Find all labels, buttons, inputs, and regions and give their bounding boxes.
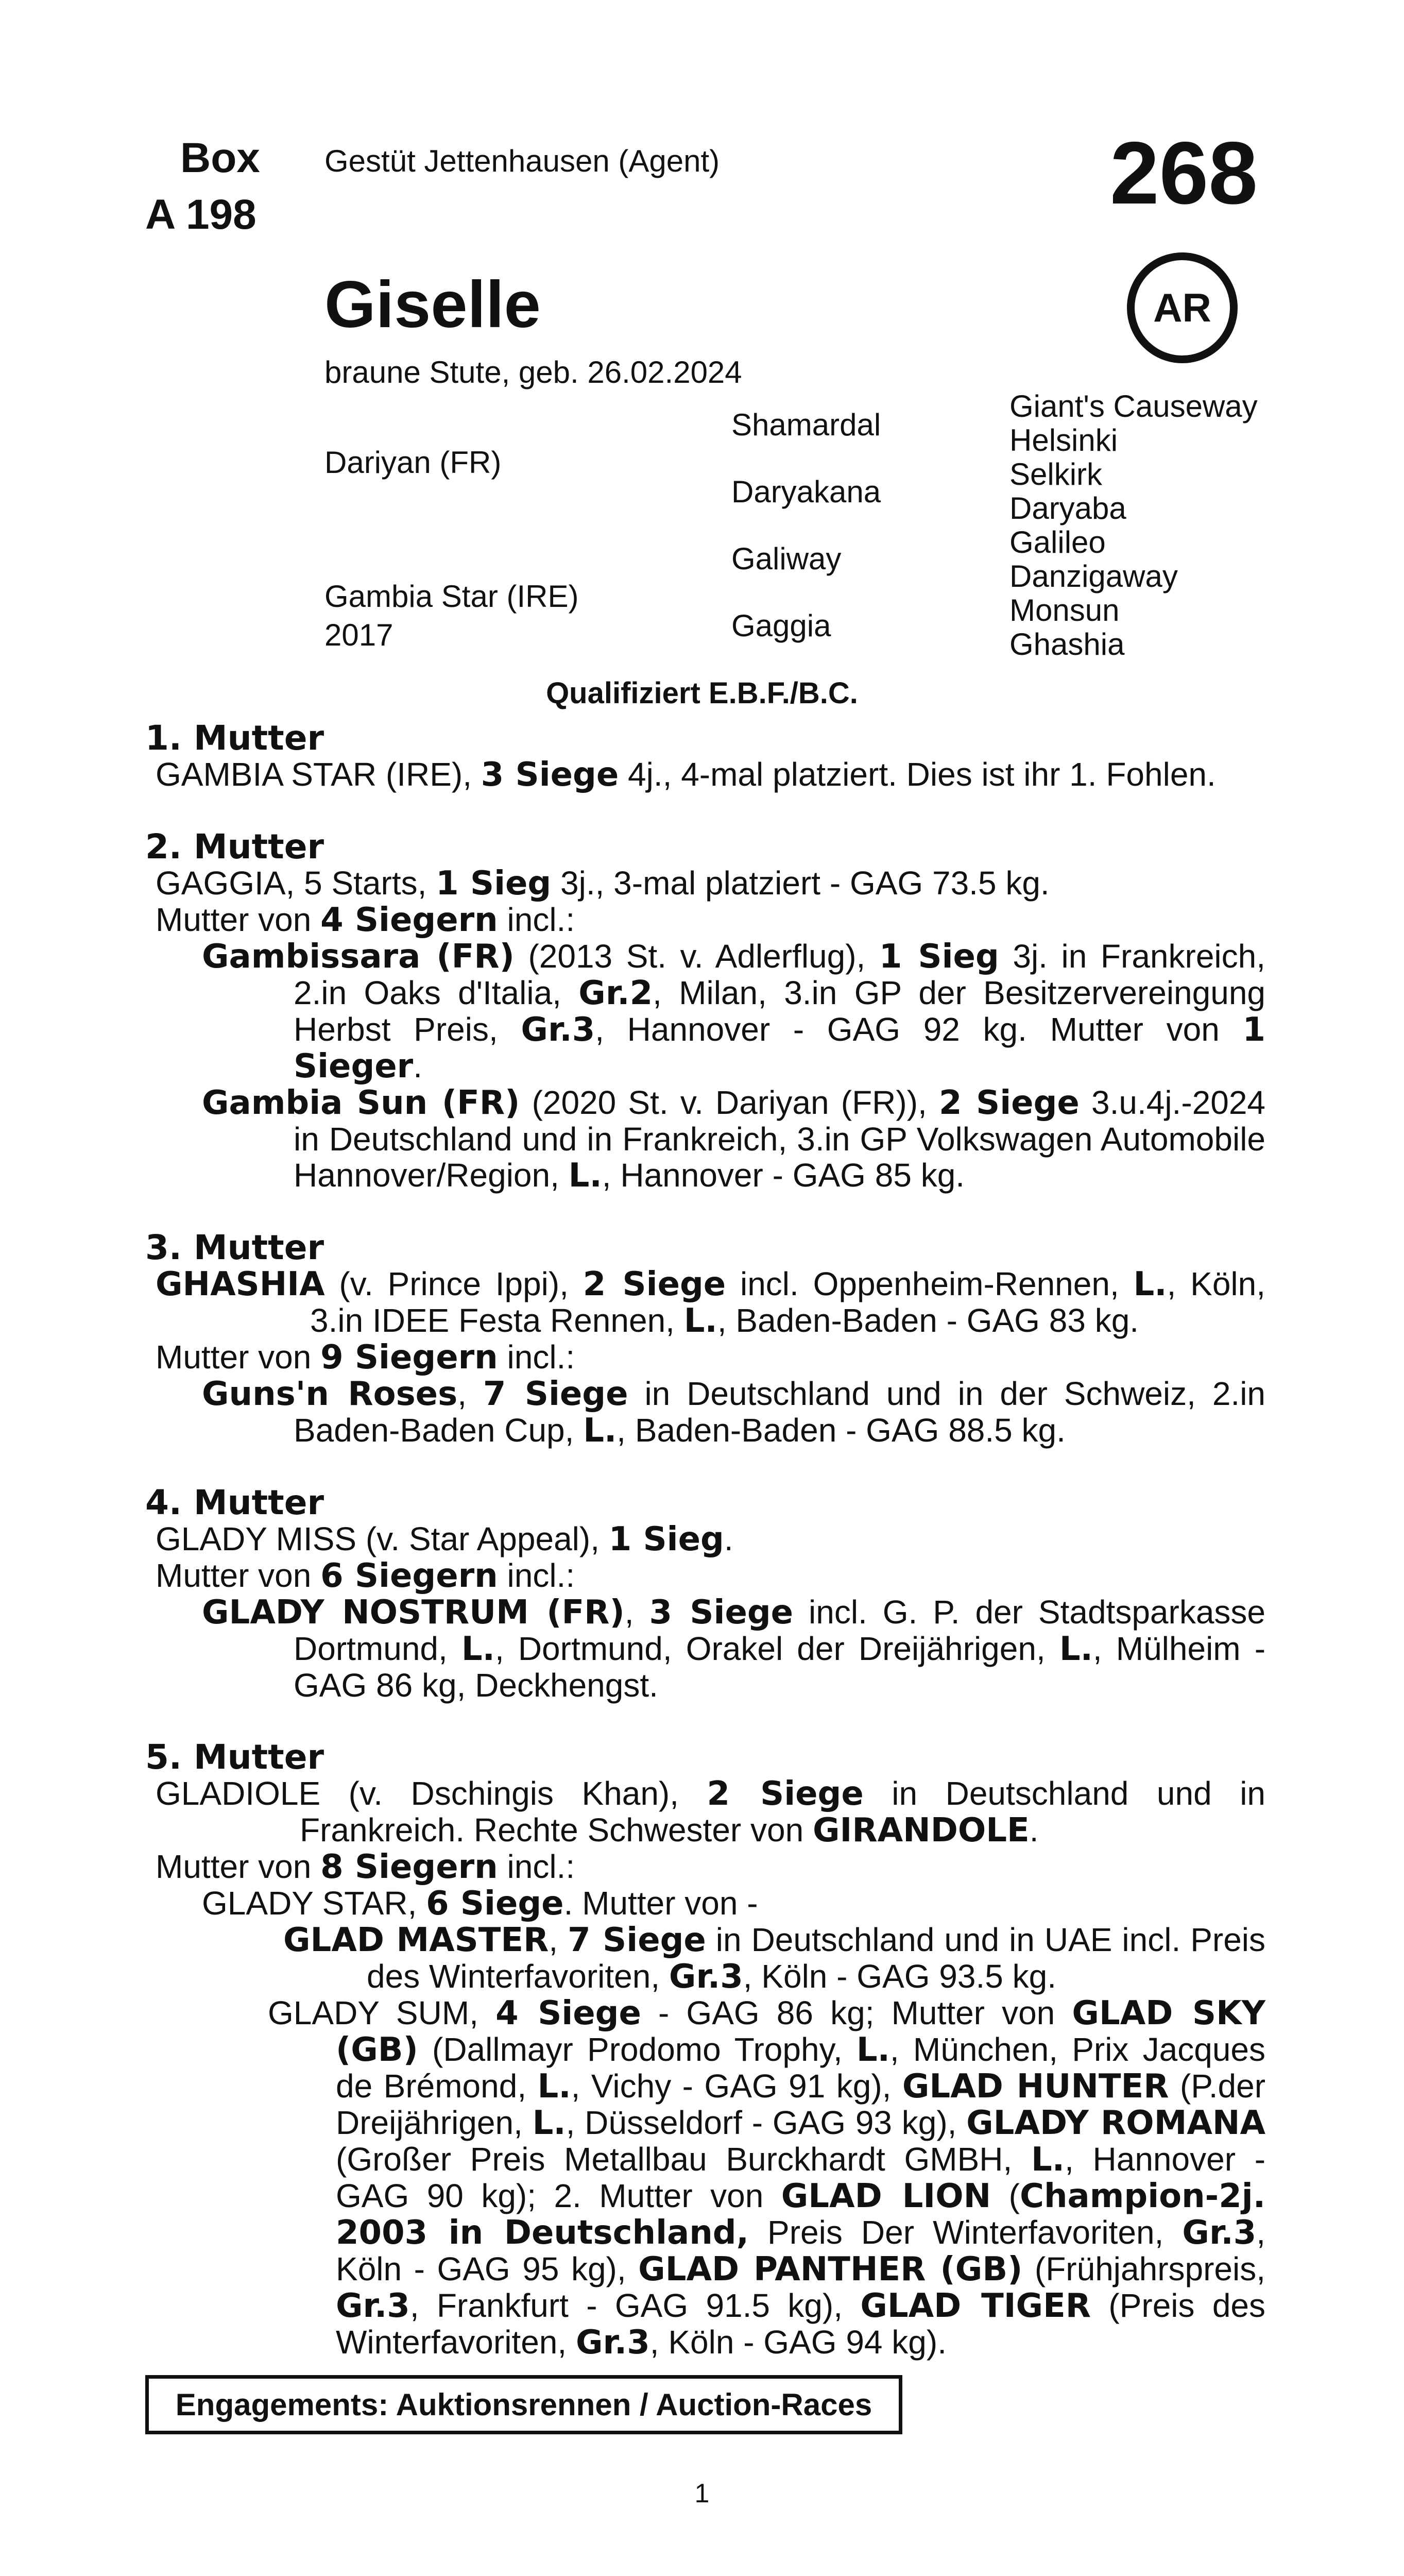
section-heading: 1. Mutter [145, 718, 324, 758]
m5-glady-sum: GLADY SUM, 4 Siege - GAG 86 kg; Mutter von GLAD SKY (GB) (Dallmayr Prodomo Trophy, L., München, Prix Jacques de Brémond, L., Vichy - GAG 91 kg), GLAD HUNTER (P.der Dreijährigen, L., Düsseldorf - GAG 93 kg), GLADY ROMANA (Großer Preis Metallbau Burckhardt GMBH, L., Hannover - GAG 90 kg); 2. Mutter von GLAD LION (Champion-2j. 2003 in Deutschland, Preis Der Winterfavoriten, Gr.3, Köln - GAG 95 kg), GLAD PANTHER (GB) (Frühjahrspreis, Gr.3, Frankfurt - GAG 91.5 kg), GLAD TIGER (Preis des Winterfavoriten, Gr.3, Köln - GAG 94 kg). [268, 1994, 1266, 2362]
pedigree-grandparent: Gaggia [731, 608, 831, 643]
m5-offspring-count: Mutter von 8 Siegern incl.: [156, 1848, 575, 1886]
m3-entry-guns-n-roses: Guns'n Roses, 7 Siege in Deutschland und in der Schweiz, 2.in Baden-Baden Cup, L., Baden-Baden - GAG 88.5 kg. [202, 1375, 1266, 1450]
pedigree-sire: Dariyan (FR) [324, 445, 502, 480]
pedigree-grandparent: Daryakana [731, 474, 881, 509]
m2-entry-gambissara: Gambissara (FR) (2013 St. v. Adlerflug), 1 Sieg 3j. in Frankreich, 2.in Oaks d'Italia, Gr.2, Milan, 3.in GP der Besitzervereingung Herbst Preis, Gr.3, Hannover - GAG 92 kg. Mutter von 1 Sieger. [202, 938, 1266, 1086]
pedigree-dam-year: 2017 [324, 618, 393, 652]
box-number: A 198 [145, 191, 256, 238]
horse-description: braune Stute, geb. 26.02.2024 [324, 355, 742, 389]
pedigree-ggp: Daryaba [1009, 491, 1126, 526]
pedigree-great-grandparents [1009, 389, 1258, 662]
pedigree-dam: Gambia Star (IRE) [324, 579, 579, 614]
section-heading: 4. Mutter [145, 1483, 324, 1522]
pedigree-grandparent: Shamardal [731, 408, 881, 442]
m4-entry-glady-nostrum: GLADY NOSTRUM (FR), 3 Siege incl. G. P. der Stadtsparkasse Dortmund, L., Dortmund, Orakel der Dreijährigen, L., Mülheim - GAG 86 kg, Deckhengst. [202, 1594, 1266, 1704]
dam-line [145, 720, 1265, 2361]
pedigree-grandparent: Galiway [731, 541, 842, 576]
lot-number: 268 [1110, 124, 1258, 223]
m5-line: GLADIOLE (v. Dschingis Khan), 2 Siege in Deutschland und in Frankreich. Rechte Schwester von GIRANDOLE. [156, 1775, 1266, 1850]
section-heading: 2. Mutter [145, 827, 324, 867]
m4-offspring-count: Mutter von 6 Siegern incl.: [156, 1557, 575, 1595]
pedigree-ggp: Ghashia [1009, 627, 1125, 662]
engagements-text: Engagements: Auktionsrennen / Auction-Races [175, 2387, 872, 2422]
m4-line: GLADY MISS (v. Star Appeal), 1 Sieg. [156, 1520, 733, 1558]
pedigree-ggp: Monsun [1009, 593, 1120, 628]
ar-badge [1127, 252, 1238, 363]
m3-offspring-count: Mutter von 9 Siegern incl.: [156, 1338, 575, 1377]
pedigree-ggp: Danzigaway [1009, 559, 1178, 594]
ar-badge-text: AR [1153, 285, 1211, 330]
section-heading: 5. Mutter [145, 1737, 324, 1777]
horse-name: Giselle [324, 268, 541, 342]
m5-glad-master: GLAD MASTER, 7 Siege in Deutschland und in UAE incl. Preis des Winterfavoriten, Gr.3, Köln - GAG 93.5 kg. [283, 1921, 1265, 1996]
m1-line: GAMBIA STAR (IRE), 3 Siege 4j., 4-mal platziert. Dies ist ihr 1. Fohlen. [156, 756, 1216, 794]
pedigree-ggp: Galileo [1009, 525, 1106, 560]
qualification: Qualifiziert E.B.F./B.C. [546, 676, 858, 710]
m2-line: GAGGIA, 5 Starts, 1 Sieg 3j., 3-mal platziert - GAG 73.5 kg. [156, 865, 1050, 903]
m2-entry-gambia-sun: Gambia Sun (FR) (2020 St. v. Dariyan (FR)), 2 Siege 3.u.4j.-2024 in Deutschland und in Frankreich, 3.in GP Volkswagen Automobile Hannover/Region, L., Hannover - GAG 85 kg. [202, 1084, 1266, 1195]
m3-line: GHASHIA (v. Prince Ippi), 2 Siege incl. Oppenheim-Rennen, L., Köln, 3.in IDEE Festa Rennen, L., Baden-Baden - GAG 83 kg. [156, 1265, 1266, 1340]
m2-offspring-count: Mutter von 4 Siegern incl.: [156, 901, 575, 939]
consignor: Gestüt Jettenhausen (Agent) [324, 144, 720, 178]
m5-glady-star: GLADY STAR, 6 Siege. Mutter von - [202, 1885, 758, 1923]
box-label: Box [180, 134, 260, 181]
pedigree-ggp: Giant's Causeway [1009, 389, 1258, 423]
pedigree-ggp: Helsinki [1009, 423, 1118, 457]
engagements-box [145, 2375, 902, 2434]
pedigree-ggp: Selkirk [1009, 457, 1103, 492]
page-number: 1 [694, 2479, 710, 2509]
section-heading: 3. Mutter [145, 1228, 324, 1267]
